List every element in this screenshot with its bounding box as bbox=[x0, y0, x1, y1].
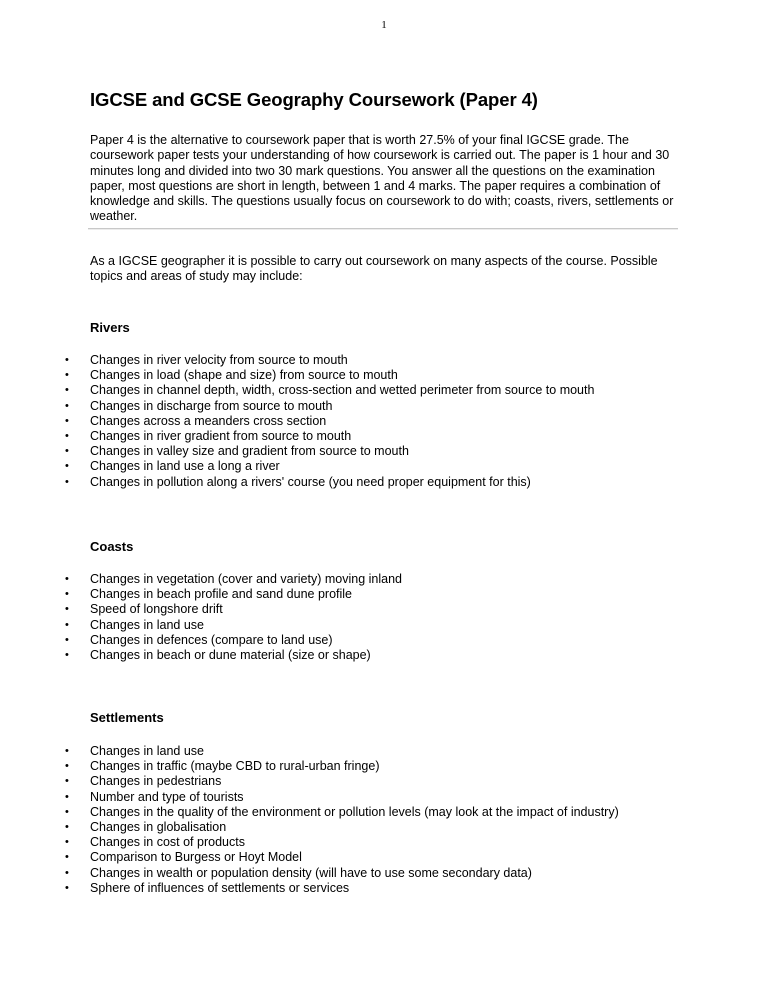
page-number: 1 bbox=[381, 19, 387, 31]
bullet-icon: • bbox=[65, 430, 69, 443]
bullet-icon: • bbox=[65, 573, 69, 585]
section-heading-rivers: Rivers bbox=[90, 320, 130, 335]
document-title: IGCSE and GCSE Geography Coursework (Paper 4) bbox=[90, 89, 538, 110]
section-heading-settlements: Settlements bbox=[90, 710, 164, 725]
bullet-icon: • bbox=[65, 851, 69, 864]
bullet-icon: • bbox=[65, 760, 69, 773]
list-item: • Changes in river gradient from source to mouth bbox=[65, 429, 352, 444]
lead-paragraph: As a IGCSE geographer it is possible to carry out coursework on many aspects of the course. Possible topics and areas of study may include: bbox=[90, 254, 658, 284]
bullet-icon: • bbox=[65, 354, 69, 366]
bullet-icon: • bbox=[65, 414, 69, 427]
list-item: • Changes in land use a long a river bbox=[65, 459, 280, 474]
bullet-icon: • bbox=[65, 369, 69, 382]
bullet-icon: • bbox=[65, 805, 69, 818]
list-item: • Speed of longshore drift bbox=[65, 602, 223, 617]
list-item: • Sphere of influences of settlements or services bbox=[65, 880, 350, 895]
list-item: • Changes in wealth or population density (will have to use some secondary data) bbox=[65, 865, 532, 880]
list-item: • Changes in beach profile and sand dune profile bbox=[65, 587, 352, 602]
horizontal-divider bbox=[88, 228, 678, 230]
bullet-icon: • bbox=[65, 790, 69, 803]
bullet-icon: • bbox=[65, 836, 69, 849]
list-item: • Number and type of tourists bbox=[65, 789, 244, 804]
bullet-icon: • bbox=[65, 866, 69, 879]
bullet-icon: • bbox=[65, 775, 69, 788]
list-item: • Changes across a meanders cross section bbox=[65, 413, 327, 428]
bullet-icon: • bbox=[65, 384, 69, 397]
list-item: • Changes in pedestrians bbox=[65, 774, 222, 789]
list-item: • Changes in globalisation bbox=[65, 820, 227, 835]
list-item: • Changes in channel depth, width, cross-section and wetted perimeter from source to mouth bbox=[65, 383, 595, 398]
list-item: • Changes in pollution along a rivers' course (you need proper equipment for this) bbox=[65, 474, 531, 489]
list-item: • Changes in land use bbox=[65, 617, 204, 632]
bullet-icon: • bbox=[65, 588, 69, 601]
list-item: • Changes in river velocity from source to mouth bbox=[65, 353, 348, 367]
list-item: • Changes in defences (compare to land use) bbox=[65, 632, 333, 647]
bullet-icon: • bbox=[65, 475, 69, 488]
list-item: • Changes in the quality of the environment or pollution levels (may look at the impact of industry) bbox=[65, 804, 619, 819]
list-item: • Changes in load (shape and size) from source to mouth bbox=[65, 368, 398, 383]
bullet-icon: • bbox=[65, 881, 69, 894]
list-item: • Changes in land use bbox=[65, 744, 204, 758]
bullet-icon: • bbox=[65, 618, 69, 631]
list-item: • Changes in valley size and gradient from source to mouth bbox=[65, 444, 409, 459]
bullet-icon: • bbox=[65, 633, 69, 646]
bullet-icon: • bbox=[65, 460, 69, 473]
settlements-list bbox=[0, 744, 619, 896]
list-item: • Changes in discharge from source to mouth bbox=[65, 398, 333, 413]
intro-paragraph: Paper 4 is the alternative to coursework paper that is worth 27.5% of your final IGCSE grade. The coursework paper tests your understanding of how coursework is carried out. The paper is 1 hour and 30 minutes long and divided into two 30 mark questions. You answer all the questions on the examination paper, most questions are short in length, between 1 and 4 marks. The paper requires a combination of knowledge and skills. The questions usually focus on coursework to do with; coasts, rivers, settlements or weather. bbox=[90, 133, 674, 224]
list-item: • Comparison to Burgess or Hoyt Model bbox=[65, 850, 302, 865]
section-heading-coasts: Coasts bbox=[90, 539, 134, 554]
bullet-icon: • bbox=[65, 649, 69, 662]
bullet-icon: • bbox=[65, 821, 69, 834]
bullet-icon: • bbox=[65, 445, 69, 458]
list-item: • Changes in traffic (maybe CBD to rural-urban fringe) bbox=[65, 759, 380, 774]
bullet-icon: • bbox=[65, 745, 69, 757]
coasts-list bbox=[0, 572, 402, 663]
list-item: • Changes in cost of products bbox=[65, 835, 245, 850]
bullet-icon: • bbox=[65, 399, 69, 412]
bullet-icon: • bbox=[65, 603, 69, 616]
list-item: • Changes in vegetation (cover and variety) moving inland bbox=[65, 572, 402, 586]
list-item: • Changes in beach or dune material (size or shape) bbox=[65, 648, 371, 663]
rivers-list bbox=[0, 353, 594, 490]
